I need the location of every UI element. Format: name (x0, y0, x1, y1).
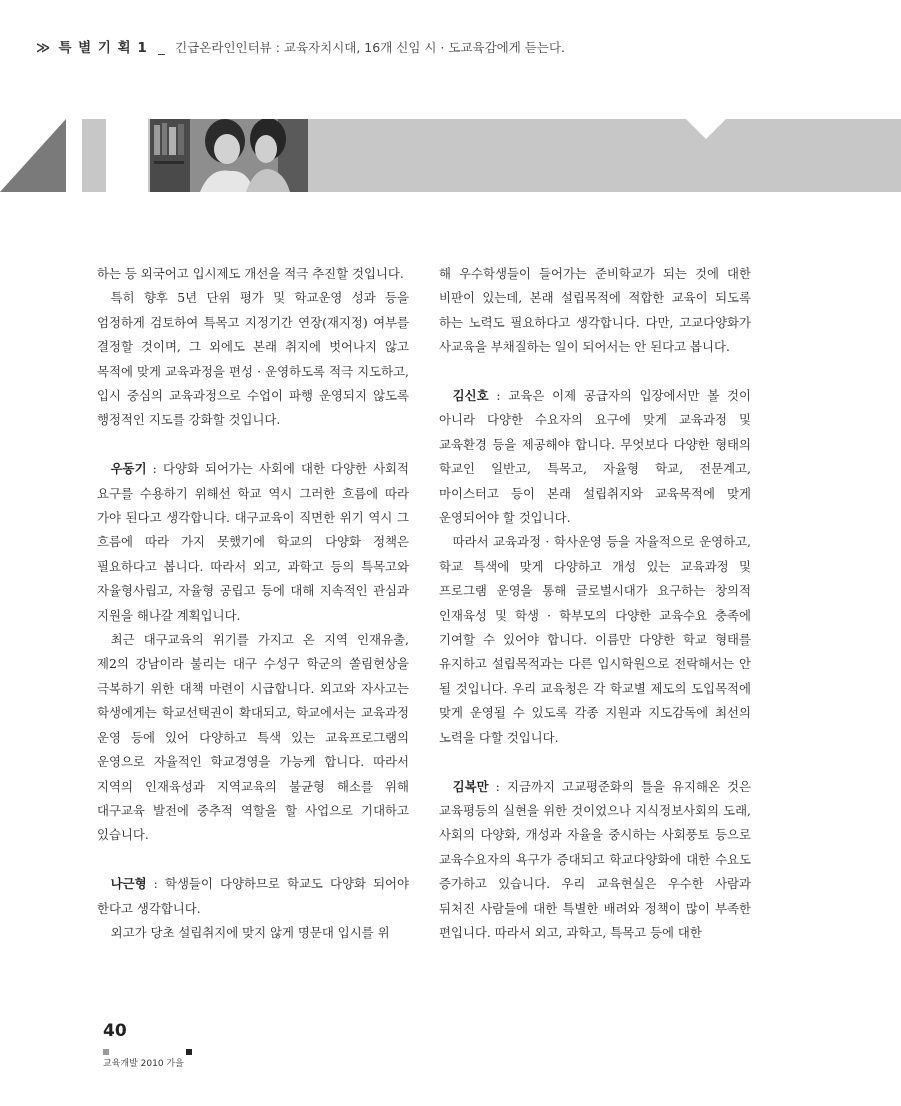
paragraph: 따라서 교육과정 · 학사운영 등을 자율적으로 운영하고, 학교 특색에 맞게 다양하고 개성 있는 교육과정 및 프로그램 운영을 통해 글로벌시대가 요구하는 창의적 인재육성 및 학생 · 학부모의 다양한 교육수요 충족에 기여할 수 있어야 합니다. 이름만 다양한 학교 형태를 유지하고 설립목적과는 다른 입시학원으로 전락해서는 안 될 것입니다. 우리 교육청은 각 학교별 제도의 도입목적에 맞게 운영될 수 있도록 각종 지원과 지도감독에 최선의 노력을 다할 것입니다. (439, 534, 751, 745)
paragraph: 하는 등 외국어고 입시제도 개선을 적극 추진할 것입니다. (97, 266, 404, 281)
article-column-left (97, 262, 409, 945)
speaker-name: 김신호 (452, 388, 489, 404)
speaker-name: 김복만 (452, 778, 489, 794)
article-column-right (439, 262, 751, 945)
banner-band-middle (82, 119, 106, 192)
speech-paragraph: 김복만 : 지금까지 고교평준화의 틀을 유지해온 것은 교육평등의 실현을 위한 것이었으나 지식정보사회의 도래, 사회의 다양화, 개성과 자율을 중시하는 사회풍토 등으로 교육수요자의 욕구가 증대되고 학교다양화에 대한 수요도 증가하고 있습니다. 우리 교육현실은 우수한 사람과 뒤처진 사람들에 대한 특별한 배려와 정책이 많이 부족한 편입니다. 따라서 외고, 과학고, 특목고 등에 대한 (439, 778, 751, 940)
banner-wedge-shape (0, 119, 66, 192)
photo-illustration (150, 119, 308, 192)
speaker-name: 우동기 (110, 461, 147, 477)
footer-publication (103, 1050, 184, 1070)
header-subtitle: 긴급온라인인터뷰 : 교육자치시대, 16개 신임 시 · 도교육감에게 듣는다. (175, 40, 565, 55)
header-separator: _ (158, 40, 165, 56)
students-photo (150, 119, 308, 192)
speech-paragraph: 나근형 : 학생들이 다양하므로 학교도 다양화 되어야 한다고 생각합니다. (97, 876, 409, 916)
paragraph: 외고가 당초 설립취지에 맞지 않게 명문대 입시를 위 (110, 924, 390, 940)
paragraph: 최근 대구교육의 위기를 가지고 온 지역 인재유출, 제2의 강남이라 불리는 대구 수성구 학군의 쏠림현상을 극복하기 위한 대책 마련이 시급합니다. 외고와 자사고는 학생에게는 학교선택권이 확대되고, 학교에서는 교육과정 운영 등에 있어 다양하고 특색 있는 교육프로그램의 운영으로 자율적인 학교경영을 가능케 합니다. 따라서 지역의 인재육성과 지역교육의 불균형 해소를 위해 대구교육 발전에 중추적 역할을 할 사업으로 기대하고 있습니다. (97, 632, 409, 843)
running-header (36, 36, 876, 56)
chevron-icon: ≫ (36, 40, 51, 56)
publication-name: 교육개발 2010 가을 (103, 1059, 184, 1069)
page-number: 40 (103, 1021, 127, 1041)
speech-paragraph: 우동기 : 다양화 되어가는 사회에 대한 다양한 사회적 요구를 수용하기 위해선 학교 역시 그러한 흐름에 따라 가야 된다고 생각합니다. 대구교육이 직면한 위기 역시 그 흐름에 따라 가지 못했기에 학교의 다양화 정책은 필요하다고 봅니다. 따라서 외고, 과학고 등의 특목고와 자율형사립고, 자율형 공립고 등에 대해 지속적인 관심과 지원을 해나갈 계획입니다. (97, 461, 409, 623)
speaker-name: 나근형 (110, 876, 147, 892)
footer-square-black (186, 1049, 192, 1055)
paragraph: 특히 향후 5년 단위 평가 및 학교운영 성과 등을 엄정하게 검토하여 특목고 지정기간 연장(재지정) 여부를 결정할 것이며, 그 외에도 본래 취지에 벗어나지 않고 목적에 맞게 교육과정을 편성 · 운영하도록 적극 지도하고, 입시 중심의 교육과정으로 수업이 파행 운영되지 않도록 행정적인 지도를 강화할 것입니다. (97, 290, 409, 428)
section-tag: 특 별 기 획 1 (58, 40, 148, 56)
speech-paragraph: 김신호 : 교육은 이제 공급자의 입장에서만 볼 것이 아니라 다양한 수요자의 요구에 맞게 교육과정 및 교육환경 등을 제공해야 합니다. 무엇보다 다양한 형태의 학교인 일반고, 특목고, 자율형 학교, 전문계고, 마이스터고 등이 본래 설립취지와 교육목적에 맞게 운영되어야 할 것입니다. (439, 388, 751, 526)
banner-notch-shape (686, 119, 726, 139)
paragraph: 해 우수학생들이 들어가는 준비학교가 되는 것에 대한 비판이 있는데, 본래 설립목적에 적합한 교육이 되도록 하는 노력도 필요하다고 생각합니다. 다만, 고교다양화가 사교육을 부채질하는 일이 되어서는 안 된다고 봅니다. (439, 266, 751, 355)
banner-band-left (0, 119, 66, 192)
